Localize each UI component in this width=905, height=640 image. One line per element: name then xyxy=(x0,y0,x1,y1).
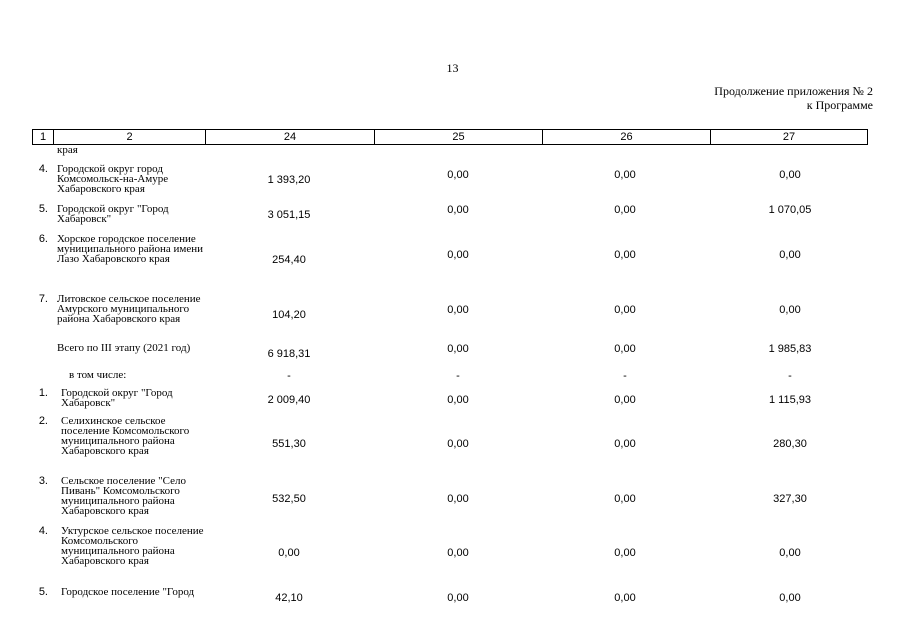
row-name: Селихинское сельское поселение Комсомольского муниципального района Хабаровского края xyxy=(61,415,190,457)
row-name: Городской округ "Город Хабаровск" xyxy=(61,387,173,409)
cell-26: 0,00 xyxy=(614,169,636,181)
cell-25: 0,00 xyxy=(447,547,469,559)
row-name: Уктурское сельское поселение Комсомольского муниципального района Хабаровского края xyxy=(61,525,204,567)
row-name: Всего по III этапу (2021 год) xyxy=(57,342,191,354)
appendix-note-line1: Продолжение приложения № 2 xyxy=(714,84,873,98)
row-name: Городской округ "Город Хабаровск" xyxy=(57,203,169,225)
continuation-text: края xyxy=(57,144,78,156)
cell-25: 0,00 xyxy=(447,204,469,216)
cell-26: - xyxy=(623,370,627,382)
cell-26: 0,00 xyxy=(614,394,636,406)
row-number: 6. xyxy=(38,233,48,245)
cell-25: 0,00 xyxy=(447,493,469,505)
cell-26: 0,00 xyxy=(614,547,636,559)
cell-24: 42,10 xyxy=(275,592,303,604)
page-number: 13 xyxy=(446,61,459,75)
cell-25: 0,00 xyxy=(447,249,469,261)
cell-24: 104,20 xyxy=(272,309,306,321)
header-cell-1: 1 xyxy=(33,130,54,144)
row-name: Литовское сельское поселение Амурского муниципального района Хабаровского края xyxy=(57,293,201,325)
cell-24: 1 393,20 xyxy=(267,174,311,186)
cell-26: 0,00 xyxy=(614,592,636,604)
appendix-note xyxy=(714,84,873,112)
cell-27: 0,00 xyxy=(779,304,801,316)
table-header-row xyxy=(32,129,868,145)
row-number: 5. xyxy=(38,586,48,598)
header-cell-27: 27 xyxy=(782,131,796,143)
row-number: 3. xyxy=(38,475,48,487)
cell-26: 0,00 xyxy=(614,438,636,450)
row-name: Сельское поселение "Село Пивань" Комсомольского муниципального района Хабаровского края xyxy=(61,475,186,517)
cell-24: 0,00 xyxy=(278,547,300,559)
row-name: в том числе: xyxy=(69,369,127,381)
cell-27: 1 070,05 xyxy=(768,204,812,216)
cell-27: 1 985,83 xyxy=(768,343,812,355)
row-number: 5. xyxy=(38,203,48,215)
row-number: 4. xyxy=(38,163,48,175)
cell-27: 0,00 xyxy=(779,169,801,181)
cell-27: 0,00 xyxy=(779,249,801,261)
cell-24: 2 009,40 xyxy=(267,394,311,406)
cell-26: 0,00 xyxy=(614,343,636,355)
cell-24: 254,40 xyxy=(272,254,306,266)
row-number: 1. xyxy=(38,387,48,399)
cell-27: 0,00 xyxy=(779,592,801,604)
cell-27: 1 115,93 xyxy=(768,394,811,406)
cell-27: 327,30 xyxy=(773,493,807,505)
cell-27: 280,30 xyxy=(773,438,807,450)
row-name: Городское поселение "Город xyxy=(61,586,195,598)
cell-24: 532,50 xyxy=(272,493,306,505)
cell-26: 0,00 xyxy=(614,249,636,261)
cell-25: - xyxy=(456,370,460,382)
cell-24: 6 918,31 xyxy=(267,348,311,360)
row-number: 2. xyxy=(38,415,48,427)
appendix-note-line2: к Программе xyxy=(806,98,873,112)
cell-24: 3 051,15 xyxy=(267,209,311,221)
row-number: 4. xyxy=(38,525,48,537)
cell-25: 0,00 xyxy=(447,343,469,355)
header-cell-26: 26 xyxy=(543,130,711,144)
cell-27: 0,00 xyxy=(779,547,801,559)
cell-25: 0,00 xyxy=(447,304,469,316)
cell-25: 0,00 xyxy=(447,592,469,604)
row-number: 7. xyxy=(38,293,48,305)
cell-26: 0,00 xyxy=(614,304,636,316)
cell-26: 0,00 xyxy=(614,493,636,505)
cell-24: 551,30 xyxy=(272,438,306,450)
header-cell-2: 2 xyxy=(54,130,206,144)
cell-27: - xyxy=(788,370,792,382)
cell-26: 0,00 xyxy=(614,204,636,216)
row-name: Хорское городское поселение муниципального района имени Лазо Хабаровского края xyxy=(57,233,204,265)
cell-25: 0,00 xyxy=(447,394,469,406)
row-name: Городской округ город Комсомольск-на-Амуре Хабаровского края xyxy=(57,163,169,195)
cell-25: 0,00 xyxy=(447,169,469,181)
header-cell-24: 24 xyxy=(206,130,375,144)
cell-25: 0,00 xyxy=(447,438,469,450)
header-cell-25: 25 xyxy=(375,130,543,144)
cell-24: - xyxy=(287,370,291,382)
